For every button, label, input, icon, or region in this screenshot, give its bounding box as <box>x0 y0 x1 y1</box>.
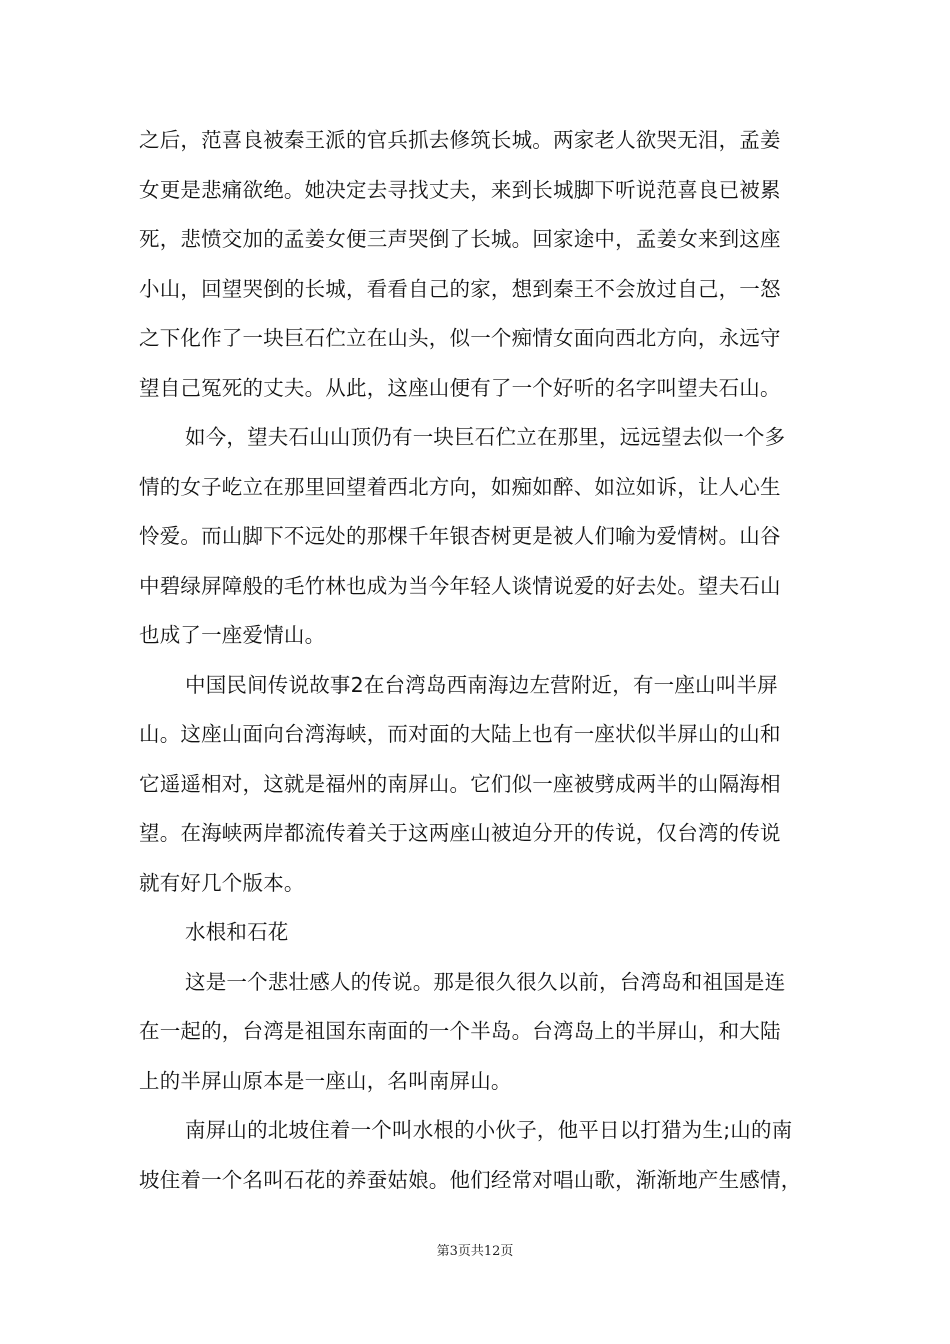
text-line: 女更是悲痛欲绝。她决定去寻找丈夫，来到长城脚下听说范喜良已被累 <box>139 177 781 202</box>
text-line: 在一起的，台湾是祖国东南面的一个半岛。台湾岛上的半屏山，和大陆 <box>139 1019 781 1043</box>
text-line: 上的半屏山原本是一座山，名叫南屏山。 <box>139 1068 512 1093</box>
text-line: 望自己冤死的丈夫。从此，这座山便有了一个好听的名字叫望夫石山。 <box>139 375 781 400</box>
text-line: 之后，范喜良被秦王派的官兵抓去修筑长城。两家老人欲哭无泪，孟姜 <box>139 128 781 152</box>
text-line: 死，悲愤交加的孟姜女便三声哭倒了长城。回家途中，孟姜女来到这座 <box>139 227 781 251</box>
text-line: 就有好几个版本。 <box>139 870 305 895</box>
text-line: 坡住着一个名叫石花的养蚕姑娘。他们经常对唱山歌，渐渐地产生感情， <box>139 1167 802 1192</box>
text-line: 中碧绿屏障般的毛竹林也成为当今年轻人谈情说爱的好去处。望夫石山 <box>139 573 781 598</box>
text-line: 它遥遥相对，这就是福州的南屏山。它们似一座被劈成两半的山隔海相 <box>139 771 781 796</box>
text-line: 之下化作了一块巨石伫立在山头，似一个痴情女面向西北方向，永远守 <box>139 326 781 350</box>
paragraph-first-line: 南屏山的北坡住着一个叫水根的小伙子，他平日以打猎为生;山的南 <box>185 1118 793 1142</box>
text-line: 小山，回望哭倒的长城，看看自己的家，想到秦王不会放过自己，一怒 <box>139 276 781 301</box>
paragraph-first-line: 这是一个悲壮感人的传说。那是很久很久以前，台湾岛和祖国是连 <box>185 969 786 994</box>
paragraph-first-line: 中国民间传说故事2在台湾岛西南海边左营附近，有一座山叫半屏 <box>185 672 778 697</box>
text-line: 也成了一座爱情山。 <box>139 623 326 647</box>
text-line: 情的女子屹立在那里回望着西北方向，如痴如醉、如泣如诉，让人心生 <box>139 474 781 499</box>
page-number-footer: 第3页共12页 <box>436 1244 514 1259</box>
text-line: 山。这座山面向台湾海峡，而对面的大陆上也有一座状似半屏山的山和 <box>139 722 781 746</box>
text-line: 怜爱。而山脚下不远处的那棵千年银杏树更是被人们喻为爱情树。山谷 <box>139 524 781 548</box>
text-line: 望。在海峡两岸都流传着关于这两座山被迫分开的传说，仅台湾的传说 <box>139 821 781 845</box>
document-body <box>139 116 829 1205</box>
paragraph-first-line: 如今，望夫石山山顶仍有一块巨石伫立在那里，远远望去似一个多 <box>185 425 786 449</box>
section-heading: 水根和石花 <box>185 920 289 944</box>
